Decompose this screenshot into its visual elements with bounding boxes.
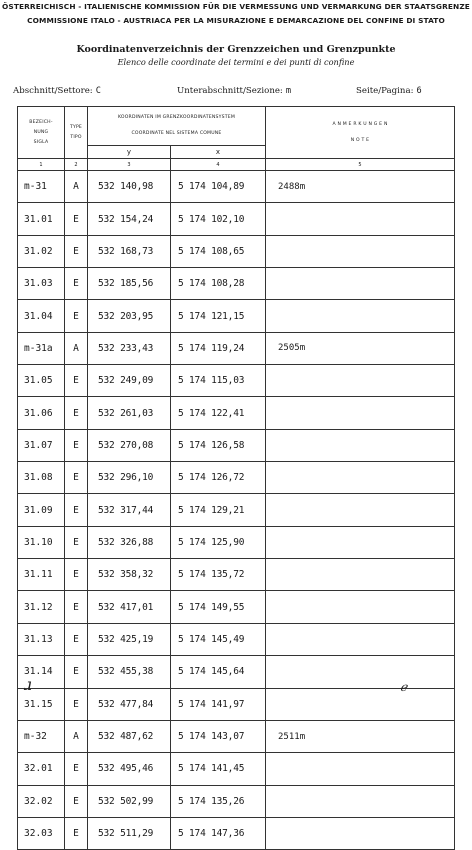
row-note	[266, 817, 455, 849]
row-note	[266, 623, 455, 655]
table-row	[18, 817, 455, 849]
header-coord-cell	[88, 107, 266, 146]
row-note	[266, 397, 455, 429]
row-type: E	[65, 526, 88, 558]
row-x-coordinate: 5 174 126,72	[171, 462, 266, 494]
row-type: A	[65, 332, 88, 364]
row-note	[266, 203, 455, 235]
row-name: 32.02	[18, 785, 65, 817]
header-type-de: TYPE	[69, 124, 83, 130]
row-note	[266, 559, 455, 591]
row-type: E	[65, 462, 88, 494]
row-y-coordinate: 532 358,32	[88, 559, 171, 591]
commission-title-de: ÖSTERREICHISCH - ITALIENISCHE KOMMISSION FÜR DIE VERMESSUNG UND VERMARKUNG DER STAATSGRENZE	[2, 2, 470, 11]
page-value: 6	[416, 86, 422, 96]
row-name: 31.03	[18, 268, 65, 300]
row-y-coordinate: 532 495,46	[88, 753, 171, 785]
row-x-coordinate: 5 174 149,55	[171, 591, 266, 623]
row-type: E	[65, 753, 88, 785]
column-number-row	[18, 159, 455, 171]
row-name: 31.08	[18, 462, 65, 494]
table-header-row	[18, 107, 455, 146]
row-note	[266, 462, 455, 494]
row-y-coordinate: 532 185,56	[88, 268, 171, 300]
table-row	[18, 656, 455, 688]
header-y: y	[88, 146, 171, 159]
document-title-de: Koordinatenverzeichnis der Grenzzeichen und Grenzpunkte	[76, 44, 396, 55]
table-row	[18, 785, 455, 817]
header-type-cell	[65, 107, 88, 159]
column-number: 4	[171, 159, 266, 171]
row-x-coordinate: 5 174 121,15	[171, 300, 266, 332]
row-x-coordinate: 5 174 141,45	[171, 753, 266, 785]
table-row	[18, 623, 455, 655]
row-note: 2505m	[266, 332, 455, 364]
row-name: 31.05	[18, 365, 65, 397]
table-row	[18, 753, 455, 785]
row-type: A	[65, 720, 88, 752]
header-notes-cell	[266, 107, 455, 159]
column-number: 5	[266, 159, 455, 171]
table-row	[18, 171, 455, 203]
row-name: 31.15	[18, 688, 65, 720]
row-name: 32.03	[18, 817, 65, 849]
row-note	[266, 300, 455, 332]
row-type: E	[65, 235, 88, 267]
row-x-coordinate: 5 174 143,07	[171, 720, 266, 752]
table-row	[18, 720, 455, 752]
row-y-coordinate: 532 326,88	[88, 526, 171, 558]
column-number: 3	[88, 159, 171, 171]
row-y-coordinate: 532 502,99	[88, 785, 171, 817]
row-type: E	[65, 785, 88, 817]
row-x-coordinate: 5 174 135,26	[171, 785, 266, 817]
row-y-coordinate: 532 140,98	[88, 171, 171, 203]
row-note	[266, 785, 455, 817]
header-name-it: SIGLA	[33, 139, 49, 145]
row-name: 31.04	[18, 300, 65, 332]
row-type: E	[65, 494, 88, 526]
row-name: 31.02	[18, 235, 65, 267]
row-type: E	[65, 268, 88, 300]
row-note	[266, 365, 455, 397]
row-note	[266, 429, 455, 461]
row-name: 31.01	[18, 203, 65, 235]
row-name: m-32	[18, 720, 65, 752]
row-y-coordinate: 532 511,29	[88, 817, 171, 849]
row-x-coordinate: 5 174 135,72	[171, 559, 266, 591]
table-row	[18, 300, 455, 332]
row-y-coordinate: 532 203,95	[88, 300, 171, 332]
header-notes-it: N O T E	[350, 137, 370, 143]
handwritten-signature: ℯ	[400, 680, 408, 694]
row-type: E	[65, 623, 88, 655]
row-type: E	[65, 429, 88, 461]
row-y-coordinate: 532 317,44	[88, 494, 171, 526]
row-name: 31.06	[18, 397, 65, 429]
row-type: E	[65, 397, 88, 429]
row-y-coordinate: 532 487,62	[88, 720, 171, 752]
row-name: 32.01	[18, 753, 65, 785]
row-note	[266, 591, 455, 623]
row-x-coordinate: 5 174 125,90	[171, 526, 266, 558]
row-note	[266, 656, 455, 688]
row-note	[266, 494, 455, 526]
row-name: m-31	[18, 171, 65, 203]
row-x-coordinate: 5 174 145,49	[171, 623, 266, 655]
row-name: 31.07	[18, 429, 65, 461]
table-row	[18, 268, 455, 300]
row-x-coordinate: 5 174 108,65	[171, 235, 266, 267]
handwritten-initial: ɹ	[24, 675, 33, 694]
row-note	[266, 526, 455, 558]
section-field	[13, 86, 101, 96]
row-name: 31.11	[18, 559, 65, 591]
row-x-coordinate: 5 174 147,36	[171, 817, 266, 849]
coordinate-table	[17, 106, 455, 850]
row-y-coordinate: 532 233,43	[88, 332, 171, 364]
table-row	[18, 494, 455, 526]
subsection-value: m	[285, 86, 292, 96]
header-x: x	[171, 146, 266, 159]
header-name-de-2: NUNG	[33, 129, 49, 135]
row-x-coordinate: 5 174 108,28	[171, 268, 266, 300]
header-type-it: TIPO	[70, 134, 82, 140]
table-row	[18, 332, 455, 364]
header-coord-de: KOORDINATEN IM GRENZKOORDINATENSYSTEM	[117, 115, 236, 120]
header-coord-it: COORDINATE NEL SISTEMA COMUNE	[131, 131, 222, 136]
row-note: 2488m	[266, 171, 455, 203]
row-y-coordinate: 532 296,10	[88, 462, 171, 494]
row-note	[266, 235, 455, 267]
row-y-coordinate: 532 154,24	[88, 203, 171, 235]
section-value: C	[95, 86, 101, 96]
table-row	[18, 591, 455, 623]
row-type: E	[65, 688, 88, 720]
row-y-coordinate: 532 455,38	[88, 656, 171, 688]
page-field	[356, 86, 422, 96]
row-y-coordinate: 532 417,01	[88, 591, 171, 623]
subsection-field	[177, 86, 291, 96]
subsection-label: Unterabschnitt/Sezione:	[177, 86, 283, 96]
row-x-coordinate: 5 174 145,64	[171, 656, 266, 688]
row-type: E	[65, 817, 88, 849]
document-title-it: Elenco delle coordinate dei termini e dei punti di confine	[117, 57, 355, 67]
row-y-coordinate: 532 261,03	[88, 397, 171, 429]
row-x-coordinate: 5 174 141,97	[171, 688, 266, 720]
table-row	[18, 688, 455, 720]
row-name: 31.13	[18, 623, 65, 655]
row-name: m-31a	[18, 332, 65, 364]
row-note	[266, 753, 455, 785]
table-row	[18, 559, 455, 591]
column-number: 1	[18, 159, 65, 171]
row-note: 2511m	[266, 720, 455, 752]
row-type: E	[65, 591, 88, 623]
table-row	[18, 526, 455, 558]
table-row	[18, 462, 455, 494]
header-name-cell	[18, 107, 65, 159]
header-notes-de: A N M E R K U N G E N	[332, 121, 388, 127]
header-name-de-1: BEZEICH-	[29, 119, 53, 125]
row-type: A	[65, 171, 88, 203]
row-y-coordinate: 532 270,08	[88, 429, 171, 461]
row-type: E	[65, 365, 88, 397]
row-name: 31.14	[18, 656, 65, 688]
row-name: 31.10	[18, 526, 65, 558]
row-x-coordinate: 5 174 122,41	[171, 397, 266, 429]
row-y-coordinate: 532 477,84	[88, 688, 171, 720]
row-name: 31.12	[18, 591, 65, 623]
section-label: Abschnitt/Settore:	[13, 86, 93, 96]
row-x-coordinate: 5 174 115,03	[171, 365, 266, 397]
row-y-coordinate: 532 425,19	[88, 623, 171, 655]
commission-title-it: COMMISSIONE ITALO - AUSTRIACA PER LA MISURAZIONE E DEMARCAZIONE DEL CONFINE DI STATO	[27, 16, 445, 25]
table-row	[18, 429, 455, 461]
table-row	[18, 235, 455, 267]
table-row	[18, 397, 455, 429]
row-y-coordinate: 532 168,73	[88, 235, 171, 267]
row-x-coordinate: 5 174 129,21	[171, 494, 266, 526]
row-x-coordinate: 5 174 126,58	[171, 429, 266, 461]
row-name: 31.09	[18, 494, 65, 526]
row-type: E	[65, 203, 88, 235]
table-row	[18, 365, 455, 397]
row-type: E	[65, 559, 88, 591]
row-x-coordinate: 5 174 104,89	[171, 171, 266, 203]
row-y-coordinate: 532 249,09	[88, 365, 171, 397]
row-x-coordinate: 5 174 102,10	[171, 203, 266, 235]
column-number: 2	[65, 159, 88, 171]
page-label: Seite/Pagina:	[356, 86, 414, 96]
row-note	[266, 688, 455, 720]
row-x-coordinate: 5 174 119,24	[171, 332, 266, 364]
table-row	[18, 203, 455, 235]
row-note	[266, 268, 455, 300]
row-type: E	[65, 656, 88, 688]
row-type: E	[65, 300, 88, 332]
